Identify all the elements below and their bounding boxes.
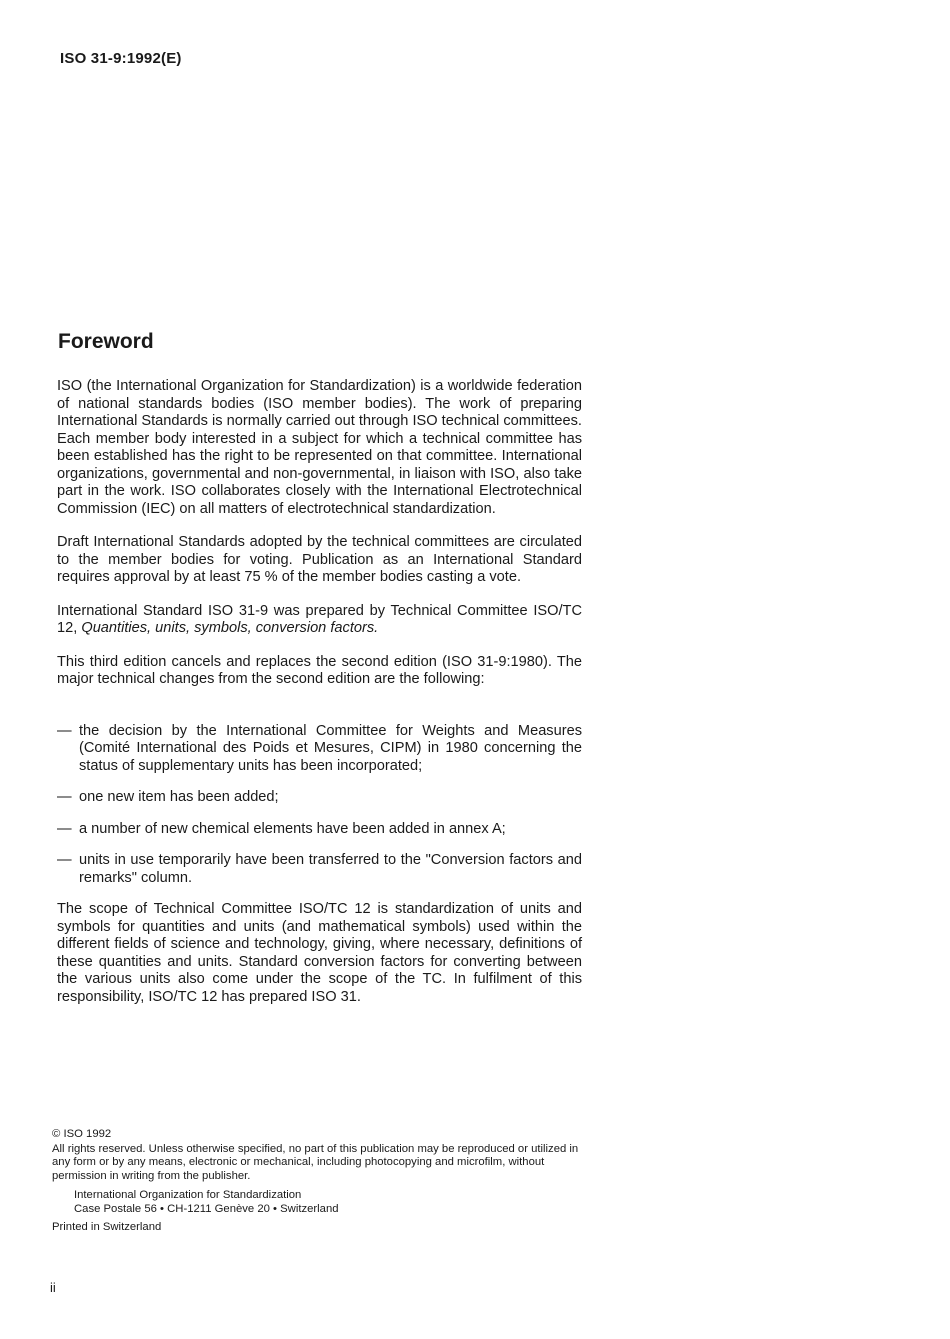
paragraph-preparation xyxy=(57,603,582,638)
dash-bullet: — xyxy=(57,820,72,837)
dash-bullet: — xyxy=(57,789,72,805)
dash-bullet: — xyxy=(57,852,72,868)
paragraph-scope: The scope of Technical Committee ISO/TC 12 is standardization of units and symbols for quantities and units (and mathematical symbols) used within the different fields of science and technology, giving, where necessary, definitions of these quantities and units. Standard conversion factors for converting between the various units also come under the scope of the TC. In fulfilment of this responsibility, ISO/TC 12 has prepared ISO 31. xyxy=(57,901,582,1005)
list-item-text: one new item has been added; xyxy=(79,789,279,805)
printed-in: Printed in Switzerland xyxy=(52,1220,162,1233)
section-title: Foreword xyxy=(58,330,154,353)
list-item-text: the decision by the International Committee for Weights and Measures (Comité International des Poids et Mesures, CIPM) in 1980 concerning the status of supplementary units has been incorporated; xyxy=(79,722,582,774)
copyright-line: © ISO 1992 xyxy=(52,1128,112,1140)
paragraph-edition: This third edition cancels and replaces the second edition (ISO 31-9:1980). The major technical changes from the second edition are the following: xyxy=(57,653,582,687)
preparation-text: International Standard ISO 31-9 was prepared by Technical Committee ISO/TC 12, xyxy=(57,602,582,636)
paragraph-iso-description: ISO (the International Organization for Standardization) is a worldwide federation of national standards bodies (ISO member bodies). The work of preparing International Standards is normally carried out through ISO technical committees. Each member body interested in a subject for which a technical committee has been established has the right to be represented on that committee. International organizations, governmental and non-governmental, in liaison with ISO, also take part in the work. ISO collaborates closely with the International Electrotechnical Commission (IEC) on all matters of electrotechnical standardization. xyxy=(57,378,582,517)
list-item-text: units in use temporarily have been transferred to the "Conversion factors and remarks" column. xyxy=(79,852,582,886)
postal-address: Case Postale 56 • CH-1211 Genève 20 • Switzerland xyxy=(74,1202,339,1215)
dash-bullet: — xyxy=(57,722,72,739)
foreword-section xyxy=(57,330,582,1022)
committee-title: Quantities, units, symbols, conversion factors. xyxy=(81,620,379,636)
list-item xyxy=(57,821,582,839)
list-item-text: a number of new chemical elements have been added in annex A; xyxy=(79,820,506,837)
list-item xyxy=(57,723,582,776)
document-id: ISO 31-9:1992(E) xyxy=(60,50,182,67)
list-item xyxy=(57,789,582,807)
publisher-address xyxy=(74,1189,580,1216)
rights-statement: All rights reserved. Unless otherwise specified, no part of this publication may be reproduced or utilized in any form or by any means, electronic or mechanical, including photocopying and microfilm, without permission in writing from the publisher. xyxy=(52,1142,579,1182)
paragraph-draft-standards: Draft International Standards adopted by the technical committees are circulated to the member bodies for voting. Publication as an International Standard requires approval by at least 75 % of the member bodies casting a vote. xyxy=(57,534,582,585)
organization-name: International Organization for Standardization xyxy=(74,1189,302,1202)
page-number: ii xyxy=(50,1280,56,1295)
list-item xyxy=(57,852,582,887)
copyright-block xyxy=(52,1128,580,1234)
changes-list xyxy=(57,723,582,888)
